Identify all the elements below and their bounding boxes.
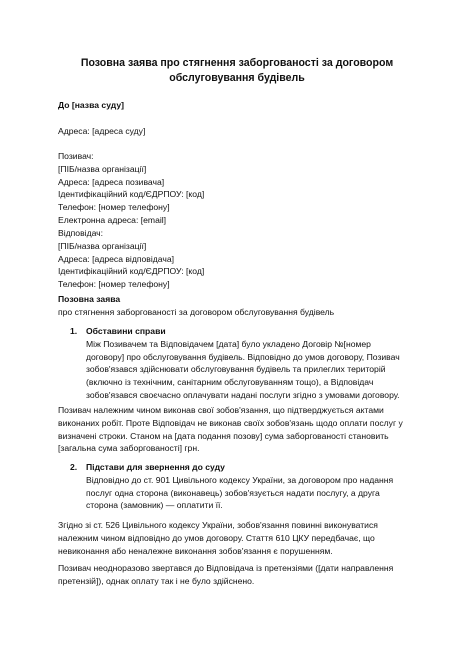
defendant-address: Адреса: [адреса відповідача] (58, 253, 175, 264)
plaintiff-id-code: Ідентифікаційний код/ЄДРПОУ: [код] (58, 189, 205, 200)
paragraph-1 (58, 404, 438, 455)
section-2-line: Відповідно до ст. 901 Цивільного кодексу України, за договором про надання (86, 474, 394, 485)
paragraph-line: [загальна сума заборгованості] грн. (58, 443, 200, 454)
plaintiff-email: Електронна адреса: [email] (58, 214, 167, 225)
plaintiff-label: Позивач: (58, 151, 94, 161)
paragraph-line: належним чином відповідно до умов договору. Стаття 610 ЦКУ передбачає, що (58, 532, 375, 543)
section-1-line: договору] про обслуговування будівель. Відповідно до умов договору, Позивач (86, 351, 400, 362)
paragraph-2 (58, 519, 438, 557)
claim-subheading: про стягнення заборгованості за договором обслуговування будівель (58, 306, 335, 317)
title-line-2: обслуговування будівель (169, 71, 305, 84)
section-2-line: послуг одна сторона (виконавець) зобов'язується надати послугу, а друга (86, 487, 380, 498)
plaintiff-phone: Телефон: [номер телефону] (58, 202, 170, 213)
defendant-id-code: Ідентифікаційний код/ЄДРПОУ: [код] (58, 266, 205, 277)
section-1-line: Між Позивачем та Відповідачем [дата] було укладено Договір №[номер (86, 338, 371, 349)
document-title (40, 56, 434, 85)
title-line-1: Позовна заява про стягнення заборгованості за договором (80, 57, 394, 69)
section-1-heading: Обставини справи (86, 326, 166, 336)
defendant-label: Відповідач: (58, 228, 104, 238)
section-1-line: (включно із технічним, санітарним обслуговуванням тощо), а Відповідач (86, 377, 374, 388)
court-block (58, 99, 438, 112)
section-2-line: сторона (замовник) — оплатити її. (86, 500, 223, 511)
paragraph-line: Згідно зі ст. 526 Цивільного кодексу України, зобов'язання повинні виконуватися (58, 520, 378, 530)
court-address-block (58, 125, 438, 138)
paragraph-line: претензій]), однак оплату так і не було здійснено. (58, 575, 255, 586)
paragraph-3 (58, 562, 438, 588)
section-2-heading: Підстави для звернення до суду (86, 462, 225, 472)
section-1-body (86, 338, 428, 402)
paragraph-line: визначені строки. Станом на [дата подання позову] сума заборгованості становить (58, 430, 389, 441)
claim-header-block (58, 293, 438, 319)
plaintiff-name: [ПІБ/назва організації] (58, 163, 147, 174)
paragraph-line: виконаних робіт. Проте Відповідач не виконав своїх зобов'язань щодо оплати послуг у (58, 417, 403, 428)
section-2-number: 2. (70, 462, 78, 472)
plaintiff-address: Адреса: [адреса позивача] (58, 176, 165, 187)
paragraph-line: невиконання або неналежне виконання зобов'язання є порушенням. (58, 545, 333, 556)
paragraph-line: Позивач належним чином виконав свої зобов'язання, що підтверджується актами (58, 405, 384, 415)
claim-heading: Позовна заява (58, 294, 121, 304)
paragraph-line: Позивач неодноразово звертався до Відповідача із претензіями ([дати направлення (58, 563, 394, 573)
court-name: До [назва суду] (58, 100, 124, 110)
section-1-line: зобов'язався здійснювати обслуговування будівель та прилеглих територій (86, 364, 386, 375)
section-2-body (86, 474, 428, 512)
court-address: Адреса: [адреса суду] (58, 126, 146, 136)
defendant-phone: Телефон: [номер телефону] (58, 279, 170, 290)
section-1-line: зобов'язався своєчасно оплачувати надані послуги згідно з умовами договору. (86, 389, 400, 400)
plaintiff-block (58, 150, 438, 227)
section-1-number: 1. (70, 326, 78, 336)
defendant-name: [ПІБ/назва організації] (58, 240, 147, 251)
defendant-block (58, 227, 438, 291)
